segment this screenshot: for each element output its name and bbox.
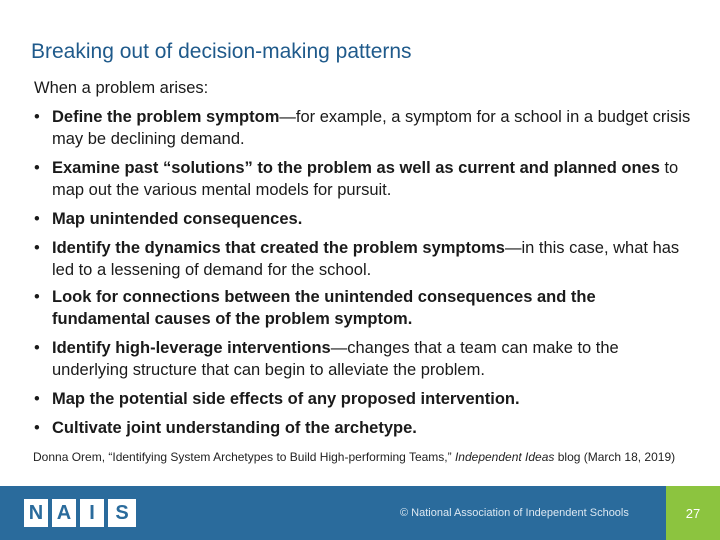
intro-text: When a problem arises: [34,79,209,97]
citation [33,449,693,465]
logo-letter: A [52,499,76,527]
bullet-item [34,106,694,150]
bullet-item [34,417,694,439]
bullet-bold: Identify the dynamics that created the problem symptoms [52,239,505,257]
bullet-bold: Examine past “solutions” to the problem as well as current and planned ones [52,159,660,177]
bullet-bold: Cultivate joint understanding of the archetype. [52,419,417,437]
page-number: 27 [666,486,720,540]
bullet-rest: —in this case, what has led to a lessening of demand for the school. [52,239,680,279]
bullet-rest: —for example, a symptom for a school in a budget crisis may be declining demand. [52,108,691,148]
bullet-item [34,157,694,201]
copyright-text: © National Association of Independent Schools [400,507,629,519]
slide-title: Breaking out of decision-making patterns [31,40,412,63]
bullet-item [34,388,694,410]
bullet-bold: Map unintended consequences. [52,210,303,228]
bullet-item [34,208,694,230]
logo-letter: N [24,499,48,527]
nais-logo [24,499,140,527]
bullet-bold: Map the potential side effects of any proposed intervention. [52,390,520,408]
bullet-list [34,106,694,446]
bullet-rest: to map out the various mental models for pursuit. [52,159,679,199]
footer-bar [0,486,720,540]
citation-prefix: Donna Orem, “Identifying System Archetypes to Build High-performing Teams,” [33,450,455,464]
bullet-rest: —changes that a team can make to the underlying structure that can begin to alleviate the problem. [52,339,619,379]
logo-letter: S [108,499,136,527]
bullet-bold: Define the problem symptom [52,108,280,126]
bullet-bold: Identify high-leverage interventions [52,339,331,357]
citation-suffix: blog (March 18, 2019) [554,450,676,464]
bullet-item [34,337,694,381]
bullet-item [34,286,694,330]
bullet-bold: Look for connections between the unintended consequences and the fundamental causes of the problem symptom. [52,288,596,328]
citation-italic: Independent Ideas [454,450,555,464]
bullet-item [34,237,694,281]
logo-letter: I [80,499,104,527]
